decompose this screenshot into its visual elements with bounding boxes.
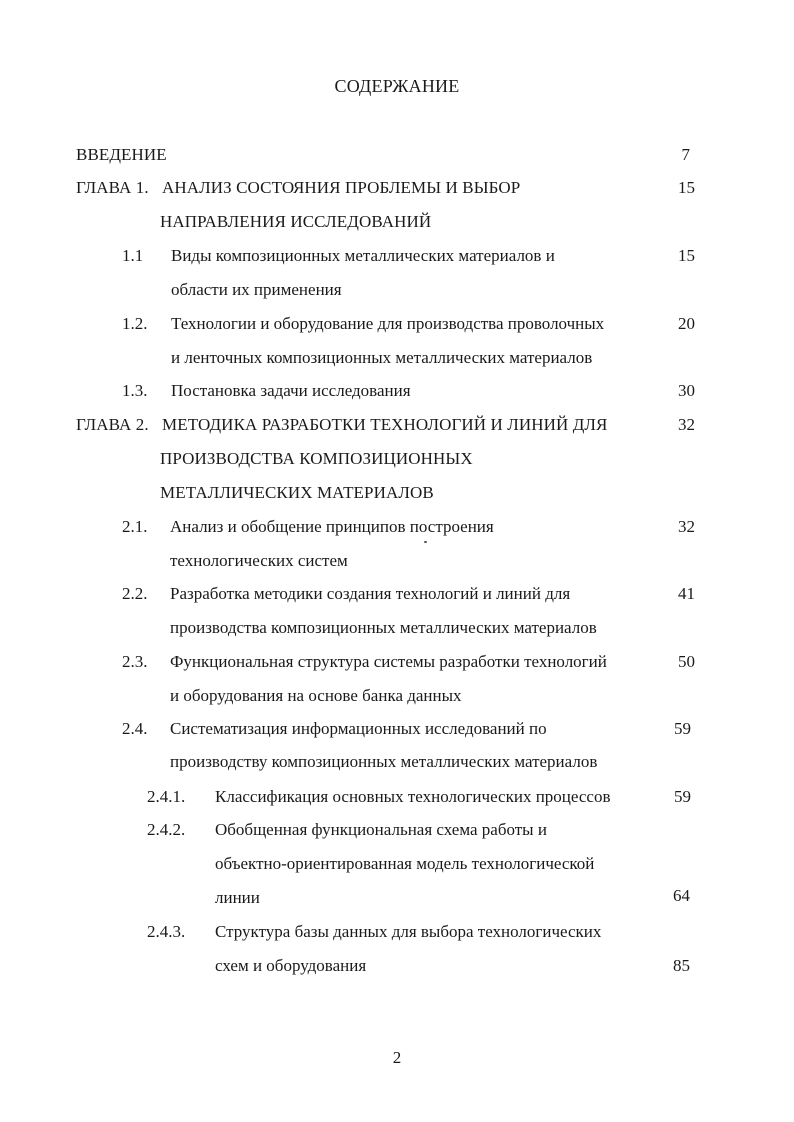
toc-section-2-3-title-line-2: и оборудования на основе банка данных bbox=[170, 686, 462, 705]
toc-chapter-2-number: ГЛАВА 2. bbox=[76, 415, 149, 434]
toc-chapter-2-page: 32 bbox=[678, 415, 695, 434]
toc-section-1-1-page: 15 bbox=[678, 246, 695, 265]
toc-section-1-1-title-line-2: области их применения bbox=[171, 280, 342, 299]
toc-chapter-1-title-line-1: АНАЛИЗ СОСТОЯНИЯ ПРОБЛЕМЫ И ВЫБОР bbox=[162, 178, 521, 197]
toc-section-2-3-title-line-1: Функциональная структура системы разработки технологий bbox=[170, 652, 607, 671]
toc-section-1-2-title-line-1: Технологии и оборудование для производства проволочных bbox=[171, 314, 605, 333]
toc-subsection-2-4-1-page: 59 bbox=[674, 787, 691, 806]
toc-subsection-2-4-3-title-line-1: Структура базы данных для выбора технологических bbox=[215, 922, 602, 941]
toc-section-2-3-page: 50 bbox=[678, 652, 695, 671]
toc-section-1-3-title: Постановка задачи исследования bbox=[171, 381, 411, 400]
toc-subsection-2-4-2-title-line-1: Обобщенная функциональная схема работы и bbox=[215, 820, 547, 839]
toc-chapter-1-number: ГЛАВА 1. bbox=[76, 178, 149, 197]
toc-subsection-2-4-3-title-line-2: схем и оборудования bbox=[215, 956, 367, 975]
toc-chapter-1-page: 15 bbox=[678, 178, 695, 197]
scan-speck bbox=[424, 541, 427, 543]
contents-title: СОДЕРЖАНИЕ bbox=[334, 76, 460, 96]
toc-section-1-2-title-line-2: и ленточных композиционных металлических материалов bbox=[171, 348, 593, 367]
toc-subsection-2-4-2-page: 64 bbox=[673, 886, 690, 905]
toc-section-1-2-page: 20 bbox=[678, 314, 695, 333]
toc-section-2-4-title-line-2: производству композиционных металлических материалов bbox=[170, 752, 598, 771]
toc-section-1-1-title-line-1: Виды композиционных металлических материалов и bbox=[171, 246, 555, 265]
toc-subsection-2-4-2-title-line-3: линии bbox=[215, 888, 260, 907]
toc-section-2-1-number: 2.1. bbox=[122, 517, 148, 536]
toc-section-2-2-page: 41 bbox=[678, 584, 695, 603]
toc-section-2-2-number: 2.2. bbox=[122, 584, 148, 603]
toc-subsection-2-4-1-number: 2.4.1. bbox=[147, 787, 186, 806]
page-number: 2 bbox=[392, 1048, 402, 1067]
toc-chapter-1-title-line-2: НАПРАВЛЕНИЯ ИССЛЕДОВАНИЙ bbox=[160, 212, 432, 231]
toc-section-2-2-title-line-1: Разработка методики создания технологий и линий для bbox=[170, 584, 571, 603]
toc-section-1-1-number: 1.1 bbox=[122, 246, 144, 265]
toc-section-1-3-page: 30 bbox=[678, 381, 695, 400]
toc-section-1-3-number: 1.3. bbox=[122, 381, 148, 400]
toc-section-2-4-title-line-1: Систематизация информационных исследований по bbox=[170, 719, 547, 738]
toc-chapter-2-title-line-1: МЕТОДИКА РАЗРАБОТКИ ТЕХНОЛОГИЙ И ЛИНИЙ ДЛЯ bbox=[162, 415, 608, 434]
toc-subsection-2-4-2-number: 2.4.2. bbox=[147, 820, 186, 839]
toc-section-2-4-number: 2.4. bbox=[122, 719, 148, 738]
toc-section-2-4-page: 59 bbox=[674, 719, 691, 738]
toc-section-2-3-number: 2.3. bbox=[122, 652, 148, 671]
toc-section-1-2-number: 1.2. bbox=[122, 314, 148, 333]
toc-section-2-1-title-line-1: Анализ и обобщение принципов построения bbox=[170, 517, 494, 536]
toc-subsection-2-4-1-title: Классификация основных технологических процессов bbox=[215, 787, 611, 806]
toc-page-introduction: 7 bbox=[681, 145, 690, 164]
toc-section-2-2-title-line-2: производства композиционных металлических материалов bbox=[170, 618, 597, 637]
toc-chapter-2-title-line-2: ПРОИЗВОДСТВА КОМПОЗИЦИОННЫХ bbox=[160, 449, 473, 468]
toc-subsection-2-4-2-title-line-2: объектно-ориентированная модель технологической bbox=[215, 854, 595, 873]
toc-section-2-1-page: 32 bbox=[678, 517, 695, 536]
toc-entry-introduction: ВВЕДЕНИЕ bbox=[76, 145, 167, 164]
toc-chapter-2-title-line-3: МЕТАЛЛИЧЕСКИХ МАТЕРИАЛОВ bbox=[160, 483, 434, 502]
toc-subsection-2-4-3-number: 2.4.3. bbox=[147, 922, 186, 941]
toc-section-2-1-title-line-2: технологических систем bbox=[170, 551, 348, 570]
toc-subsection-2-4-3-page: 85 bbox=[673, 956, 690, 975]
